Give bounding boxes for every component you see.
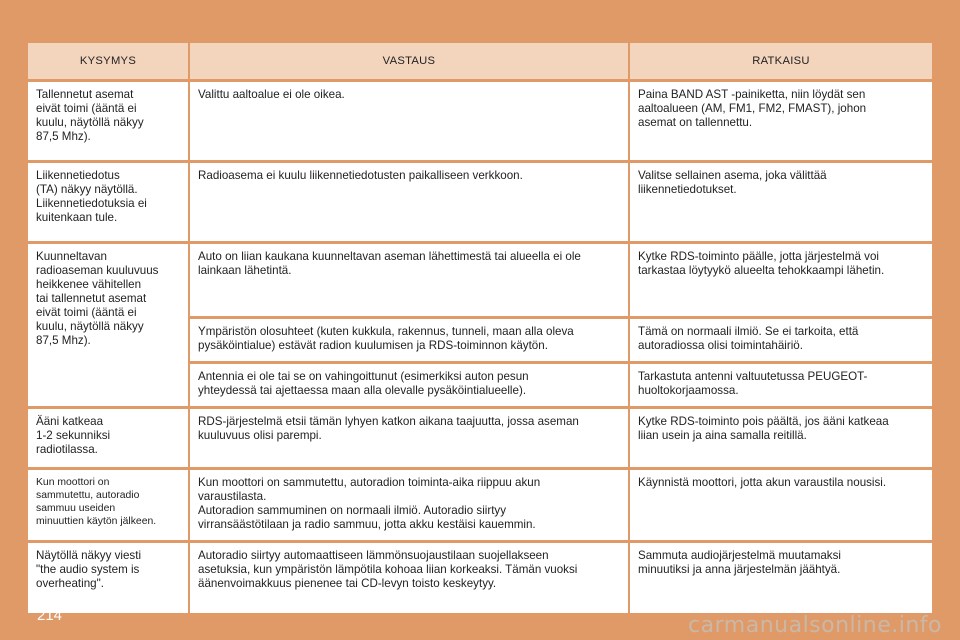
header-solution: RATKAISU	[630, 43, 932, 79]
question-cell: Tallennetut asemat eivät toimi (ääntä ei kuulu, näytöllä näkyy 87,5 Mhz).	[28, 82, 188, 160]
header-answer: VASTAUS	[190, 43, 628, 79]
answer-cell: RDS-järjestelmä etsii tämän lyhyen katkon aikana taajuutta, jossa aseman kuuluvuus olisi parempi.	[190, 409, 628, 467]
answer-cell: Kun moottori on sammutettu, autoradion toiminta-aika riippuu akun varaustilasta. Autoradion sammuminen on normaali ilmiö. Autoradio siirtyy virransäästötilaan ja radio sammuu, jotta akku kestäisi kauemmin.	[190, 470, 628, 540]
answer-cell: Autoradio siirtyy automaattiseen lämmönsuojaustilaan suojellakseen asetuksia, kun ympäristön lämpötila kohoaa liian korkeaksi. Tämän vuoksi äänenvoimakkuus pienenee tai CD-levyn toisto keskeytyy.	[190, 543, 628, 613]
question-cell: Ääni katkeaa 1-2 sekunniksi radiotilassa.	[28, 409, 188, 467]
solution-cell: Kytke RDS-toiminto päälle, jotta järjestelmä voi tarkastaa löytyykö alueelta tehokkaampi lähetin.	[630, 244, 932, 316]
question-cell: Liikennetiedotus (TA) näkyy näytöllä. Liikennetiedotuksia ei kuitenkaan tule.	[28, 163, 188, 241]
answer-cell: Auto on liian kaukana kuunneltavan aseman lähettimestä tai alueella ei ole lainkaan lähetintä.	[190, 244, 628, 316]
header-question: KYSYMYS	[28, 43, 188, 79]
solution-cell: Kytke RDS-toiminto pois päältä, jos ääni katkeaa liian usein ja aina samalla reitillä.	[630, 409, 932, 467]
question-cell: Näytöllä näkyy viesti "the audio system is overheating".	[28, 543, 188, 613]
solution-cell: Tarkastuta antenni valtuutetussa PEUGEOT- huoltokorjaamossa.	[630, 364, 932, 406]
solution-cell: Paina BAND AST -painiketta, niin löydät sen aaltoalueen (AM, FM1, FM2, FMAST), johon asemat on tallennettu.	[630, 82, 932, 160]
answer-cell: Antennia ei ole tai se on vahingoittunut (esimerkiksi auton pesun yhteydessä tai ajettaessa maan alla olevalle pysäköintialueelle).	[190, 364, 628, 406]
question-cell: Kuunneltavan radioaseman kuuluvuus heikkenee vähitellen tai tallennetut asemat eivät toimi (ääntä ei kuulu, näytöllä näkyy 87,5 Mhz).	[28, 244, 188, 406]
watermark: carmanualsonline.info	[688, 613, 942, 638]
answer-cell: Valittu aaltoalue ei ole oikea.	[190, 82, 628, 160]
answer-cell: Radioasema ei kuulu liikennetiedotusten paikalliseen verkkoon.	[190, 163, 628, 241]
solution-cell: Valitse sellainen asema, joka välittää liikennetiedotukset.	[630, 163, 932, 241]
answer-cell: Ympäristön olosuhteet (kuten kukkula, rakennus, tunneli, maan alla oleva pysäköintialue) estävät radion kuulumisen ja RDS-toiminnon käytön.	[190, 319, 628, 361]
solution-cell: Tämä on normaali ilmiö. Se ei tarkoita, että autoradiossa olisi toimintahäiriö.	[630, 319, 932, 361]
question-cell: Kun moottori on sammutettu, autoradio sammuu useiden minuuttien käytön jälkeen.	[28, 470, 188, 540]
page-number: 214	[37, 607, 63, 624]
solution-cell: Käynnistä moottori, jotta akun varaustila nousisi.	[630, 470, 932, 540]
troubleshooting-table	[28, 43, 930, 613]
solution-cell: Sammuta audiojärjestelmä muutamaksi minuutiksi ja anna järjestelmän jäähtyä.	[630, 543, 932, 613]
